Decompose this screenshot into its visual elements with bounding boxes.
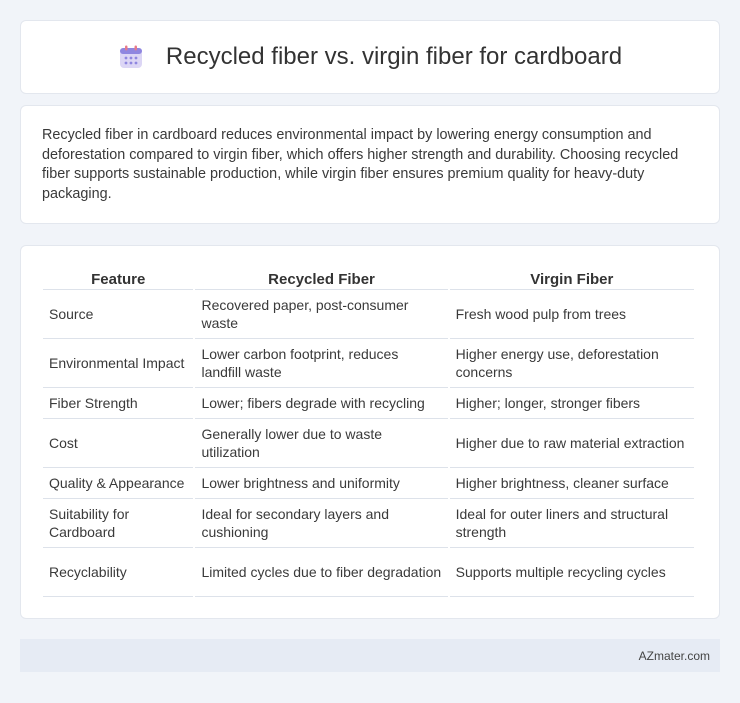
table-row — [43, 468, 694, 499]
virgin-cell: Higher energy use, deforestation concerns — [450, 339, 694, 388]
summary-card — [20, 105, 720, 224]
table-header-row — [43, 266, 694, 290]
virgin-cell: Higher; longer, stronger fibers — [450, 388, 694, 419]
comparison-table-card — [20, 245, 720, 619]
recycled-cell: Ideal for secondary layers and cushioning — [195, 499, 447, 548]
virgin-cell: Fresh wood pulp from trees — [450, 290, 694, 339]
feature-cell: Fiber Strength — [43, 388, 193, 419]
recycled-cell: Recovered paper, post-consumer waste — [195, 290, 447, 339]
feature-cell: Quality & Appearance — [43, 468, 193, 499]
feature-cell: Environmental Impact — [43, 339, 193, 388]
recycled-cell: Lower brightness and uniformity — [195, 468, 447, 499]
recycled-cell: Lower carbon footprint, reduces landfill waste — [195, 339, 447, 388]
feature-cell: Suitability for Cardboard — [43, 499, 193, 548]
recycled-cell: Generally lower due to waste utilization — [195, 419, 447, 468]
virgin-cell: Supports multiple recycling cycles — [450, 548, 694, 597]
header-virgin-fiber: Virgin Fiber — [450, 266, 694, 290]
comparison-table — [41, 266, 696, 597]
feature-cell: Cost — [43, 419, 193, 468]
recycled-cell: Lower; fibers degrade with recycling — [195, 388, 447, 419]
feature-cell: Source — [43, 290, 193, 339]
recycled-cell: Limited cycles due to fiber degradation — [195, 548, 447, 597]
table-row — [43, 388, 694, 419]
virgin-cell: Higher brightness, cleaner surface — [450, 468, 694, 499]
title-card — [20, 20, 720, 94]
footer-brand[interactable]: AZmater.com — [638, 648, 710, 663]
calendar-icon — [118, 44, 144, 70]
table-row — [43, 548, 694, 597]
feature-cell: Recyclability — [43, 548, 193, 597]
virgin-cell: Ideal for outer liners and structural strength — [450, 499, 694, 548]
header-feature: Feature — [43, 266, 193, 290]
footer — [20, 639, 720, 672]
table-row — [43, 499, 694, 548]
header-recycled-fiber: Recycled Fiber — [195, 266, 447, 290]
table-row — [43, 339, 694, 388]
table-row — [43, 290, 694, 339]
table-row — [43, 419, 694, 468]
virgin-cell: Higher due to raw material extraction — [450, 419, 694, 468]
page-title: Recycled fiber vs. virgin fiber for cardboard — [165, 43, 623, 70]
summary-text: Recycled fiber in cardboard reduces environmental impact by lowering energy consumption and deforestation compared to virgin fiber, which offers higher strength and durability. Choosing recycled fiber supports sustainable production, while virgin fiber ensures premium quality for heavy-duty packaging. — [42, 127, 679, 202]
